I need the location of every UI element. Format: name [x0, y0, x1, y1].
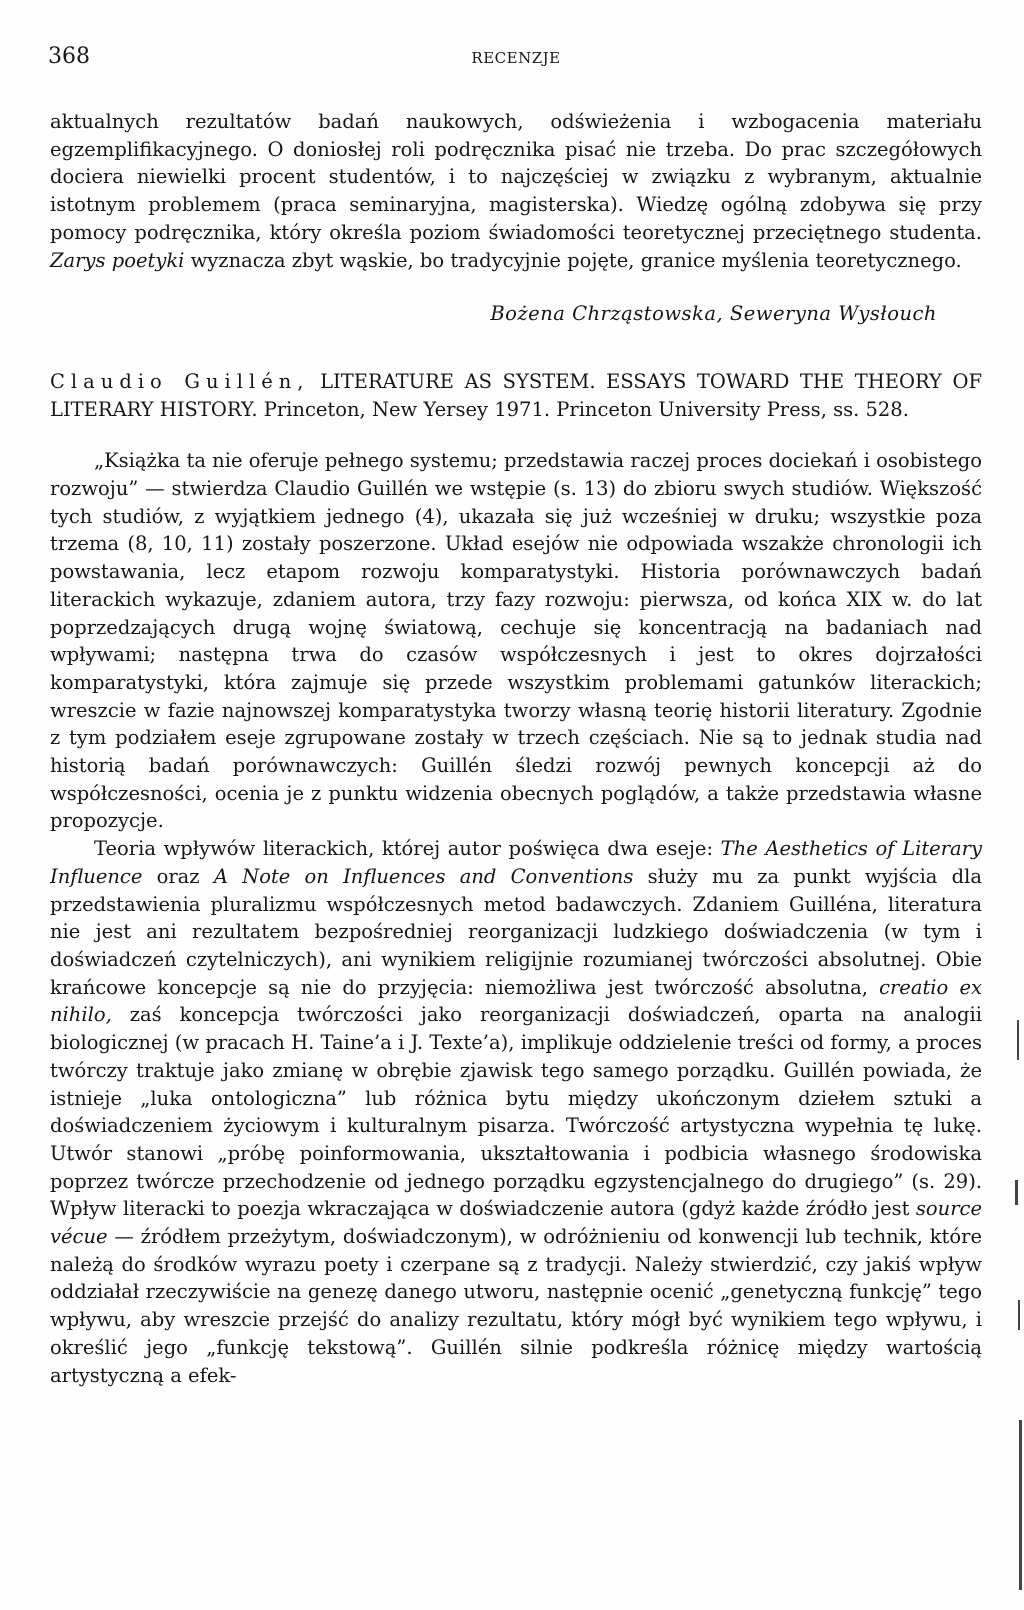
paragraph-text: — źródłem przeżytym, doświadczonym), w odróżnieniu od konwencji lub technik, które należą do środków wyrazu poety i czerpane są z tradycji. Należy stwierdzić, czy jakiś wpływ oddziałał rzeczywiście na genezę danego utworu, następnie ocenić „genetyczną funkcję” tego wpływu, aby wreszcie przejść do analizy rezultatu, który mógł być wynikiem tego wpływu, i określić jego „funkcję tekstową”. Guillén silnie podkreśla różnicę między wartością artystyczną a efek- — [50, 1225, 982, 1387]
scan-edge-mark — [1017, 1020, 1019, 1060]
review-paragraph: „Książka ta nie oferuje pełnego systemu; przedstawia raczej proces dociekań i osobistego rozwoju” — stwierdza Claudio Guillén we wstępie (s. 13) do zbioru swych studiów. Większość tych studiów, z wyjątkiem jednego (4), ukazała się już wcześniej w druku; wszystkie poza trzema (8, 10, 11) zostały poszerzone. Układ esejów nie odpowiada wszakże chronologii ich powstawania, lecz etapom rozwoju komparatystyki. Historia porównawczych badań literackich wykazuje, zdaniem autora, trzy fazy rozwoju: pierwsza, od końca XIX w. do lat poprzedzających drugą wojnę światową, cechuje się koncentracją na badaniach nad wpływami; następna trwa do czasów współczesnych i jest to okres dojrzałości komparatystyki, która zajmuje się przede wszystkim problemami gatunków literackich; wreszcie w fazie najnowszej komparatystyka tworzy własną teorię historii literatury. Zgodnie z tym podziałem eseje zgrupowane zostały w trzech częściach. Nie są to jednak studia nad historią badań porównawczych: Guillén śledzi rozwój pewnych koncepcji aż do współczesności, ocenia je z punktu widzenia obecnych poglądów, a także przedstawia własne propozycje. — [50, 449, 982, 833]
review-paragraph — [50, 835, 982, 1389]
paragraph-text: służy mu za punkt wyjścia dla przedstawienia pluralizmu współczesnych metod badawczych. Zdaniem Guilléna, literatura nie jest ani rezultatem bezpośredniej reorganizacji ludzkiego doświadczenia (w tym i doświadczeń czytelniczych), ani wynikiem religijnie rozumianej twórczości absolutnej. Obie krańcowe koncepcje są nie do przyjęcia: niemożliwa jest twórczość absolutna, — [50, 864, 983, 999]
book-entry — [50, 368, 982, 423]
french-phrase-italic: source vécue — [50, 1197, 982, 1249]
latin-phrase-italic: creatio ex nihilo, — [50, 975, 982, 1027]
essay-title-italic: The Aesthetics of Literary Influence — [50, 837, 982, 888]
paragraph-text: aktualnych rezultatów badań naukowych, odświeżenia i wzbogacenia materiału egzemplifikacyjnego. O doniosłej roli podręcznika pisać nie trzeba. Do prac szczegółowych dociera niewielki procent studentów, i to najczęściej w związku z wybranym, aktualnie istotnym problemem (praca seminaryjna, magisterska). Wiedzę ogólną zdobywa się przy pomocy podręcznika, który określa poziom świadomości teoretycznej przeciętnego studenta. — [50, 110, 982, 244]
paragraph-text: zaś koncepcja twórczości jako reorganizacji doświadczeń, oparta na analogii biologicznej (w pracach H. Taine’a i J. Texte’a), implikuje oddzielenie treści od formy, a proces twórczy traktuje jako zmianę w obrębie zjawisk tego samego porządku. Guillén powiada, że istnieje „luka ontologiczna” lub różnica bytu między ukończonym dziełem sztuki a doświadczeniem życiowym i kulturalnym pisarza. Twórczość artystyczna wypełnia tę lukę. Utwór stanowi „próbę poinformowania, ukształtowania i podbicia własnego środowiska poprzez twórcze przechodzenie od jednego porządku egzystencjalnego do drugiego” (s. 29). Wpływ literacki to poezja wkraczająca w doświadczenie autora (gdyż każde źródło jest — [50, 1003, 982, 1221]
page-header — [48, 44, 984, 74]
page-number: 368 — [48, 44, 90, 69]
paragraph-text: oraz — [142, 864, 214, 888]
scan-edge-marks — [1002, 1000, 1022, 1600]
book-details: LITERATURE AS SYSTEM. ESSAYS TOWARD THE THEORY OF LITERARY HISTORY. Princeton, New Yersey 1971. Princeton University Press, ss. 528. — [50, 369, 982, 421]
scan-edge-mark — [1015, 1180, 1018, 1205]
essay-title-italic: A Note on Influences and Conventions — [213, 864, 634, 888]
paragraph-continuation — [50, 108, 982, 274]
review-signature: Bożena Chrząstowska, Seweryna Wysłouch — [490, 302, 937, 326]
book-author: Claudio Guillén, — [50, 369, 310, 393]
body-text — [50, 108, 982, 1389]
scan-edge-mark — [1018, 1300, 1020, 1330]
paragraph-text: Teoria wpływów literackich, której autor poświęca dwa eseje: — [94, 837, 721, 861]
scan-edge-mark — [1019, 1420, 1022, 1590]
paragraph-text: wyznacza zbyt wąskie, bo tradycyjnie pojęte, granice myślenia teoretycznego. — [184, 248, 962, 272]
book-title-italic: Zarys poetyki — [50, 248, 185, 272]
running-title: RECENZJE — [471, 49, 561, 67]
